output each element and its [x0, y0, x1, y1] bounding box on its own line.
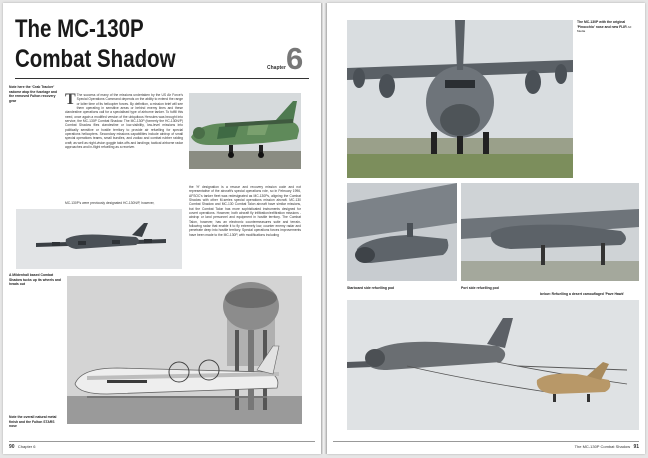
footer-rule	[9, 441, 315, 442]
left-page	[3, 3, 321, 454]
caption-camo-photo: Note here the ‘Crab Tracker’ radome atop the fuselage and the removed Fulton recovery gear	[9, 85, 58, 103]
right-page	[327, 3, 645, 454]
footer-rule-right	[333, 441, 639, 442]
right-folio-text: The MC-130P Combat Shadow	[574, 444, 631, 449]
takeoff-hercules-photo	[16, 209, 182, 269]
page-title-line-1: The MC-130P	[15, 15, 144, 43]
title-rule	[15, 78, 309, 79]
chapter-number: 6	[286, 41, 304, 76]
body-column-1-text: The success of many of the missions undertaken by the US Air Force's Special Operations Command depends on the ability to extend the range or loiter time of its helicopter forces. By definition, a mission brief will see them operating in sensitive areas or behind enemy lines and these clandestine operations call for a specialised type of airborne tanker. To fulfill this need, once again a modified version of the ubiquitous Hercules was brought into service, the MC-130P Combat Shadow. The MC-130P (formerly the HC-130N/P) Combat Shadow flies clandestine or low-visibility, low-level missions into politically sensitive or hostile territory to provide air refuelling for special operations helicopters. Secondary missions capabilities include airdrop of small special operations teams, small bundles, and zodiac and combat rubber raiding craft; as well as night-vision goggle take-offs and landings; tactical airborne radar approaches and in-flight refuelling as a receiver.	[65, 93, 183, 150]
caption-starboard-pod: Starboard side refuelling pod	[347, 286, 395, 290]
caption-port-pod: Port side refuelling pod	[461, 286, 499, 290]
caption-metal-photo: Note the overall natural metal finish and the Fulton STARS nose	[9, 415, 57, 429]
left-folio-text: Chapter 6	[17, 444, 36, 449]
page-title-line-2: Combat Shadow	[15, 45, 176, 73]
right-folio	[575, 444, 639, 450]
port-pod-photo	[461, 183, 639, 281]
body-column-1-end: MC-130P's were previously designated HC-130N/P, however,	[65, 201, 155, 205]
camo-hercules-photo	[189, 93, 301, 169]
caption-top-photo	[577, 20, 639, 34]
caption-top-text: The MC-130P with the original 'Pinocchio' nose and new FLIR	[577, 20, 627, 29]
left-folio	[9, 444, 35, 450]
front-view-hercules-photo	[347, 20, 573, 178]
body-column-2: the 'H' designation is a rescue and recovery mission code and not representative of the aircraft's special operations role, so in February 1996, AFSOC's tanker fleet was redesignated as MC-130Ps, aligning the Combat Shadow with other M-series special operations mission aircraft. MC-130 Combat Shadow and MC-130 Combat Talon aircraft have similar missions, but the Combat Talon has more sophisticated instruments designed for covert operations. However, both aircraft fly infiltration/exfiltration missions - airdrop or land personnel and equipment in hostile territory. The Combat Talon, however, has an electronic countermeasures suite and terrain-following radar that enable it to fly extremely low, counter enemy radar and penetrate deep into hostile territory. Special operations forces improvements have been made to the MC-130P, with modifications including	[189, 185, 301, 237]
caption-top-credit: AF Media	[577, 24, 632, 34]
body-column-1	[65, 93, 183, 205]
starboard-pod-photo	[347, 183, 457, 281]
caption-refuelling-photo: below: Refuelling a desert camouflaged 'Pave Hawk'	[540, 292, 625, 296]
drop-cap: T	[65, 93, 76, 108]
right-page-number: 91	[633, 444, 639, 450]
caption-wheels-photo: A Mildenhall based Combat Shadow tucks up its wheels and heads out	[9, 273, 62, 287]
refuelling-pave-hawk-photo	[347, 300, 639, 430]
chapter-label: Chapter	[267, 65, 286, 71]
natural-metal-hercules-photo	[67, 276, 302, 424]
left-page-number: 90	[9, 444, 15, 450]
